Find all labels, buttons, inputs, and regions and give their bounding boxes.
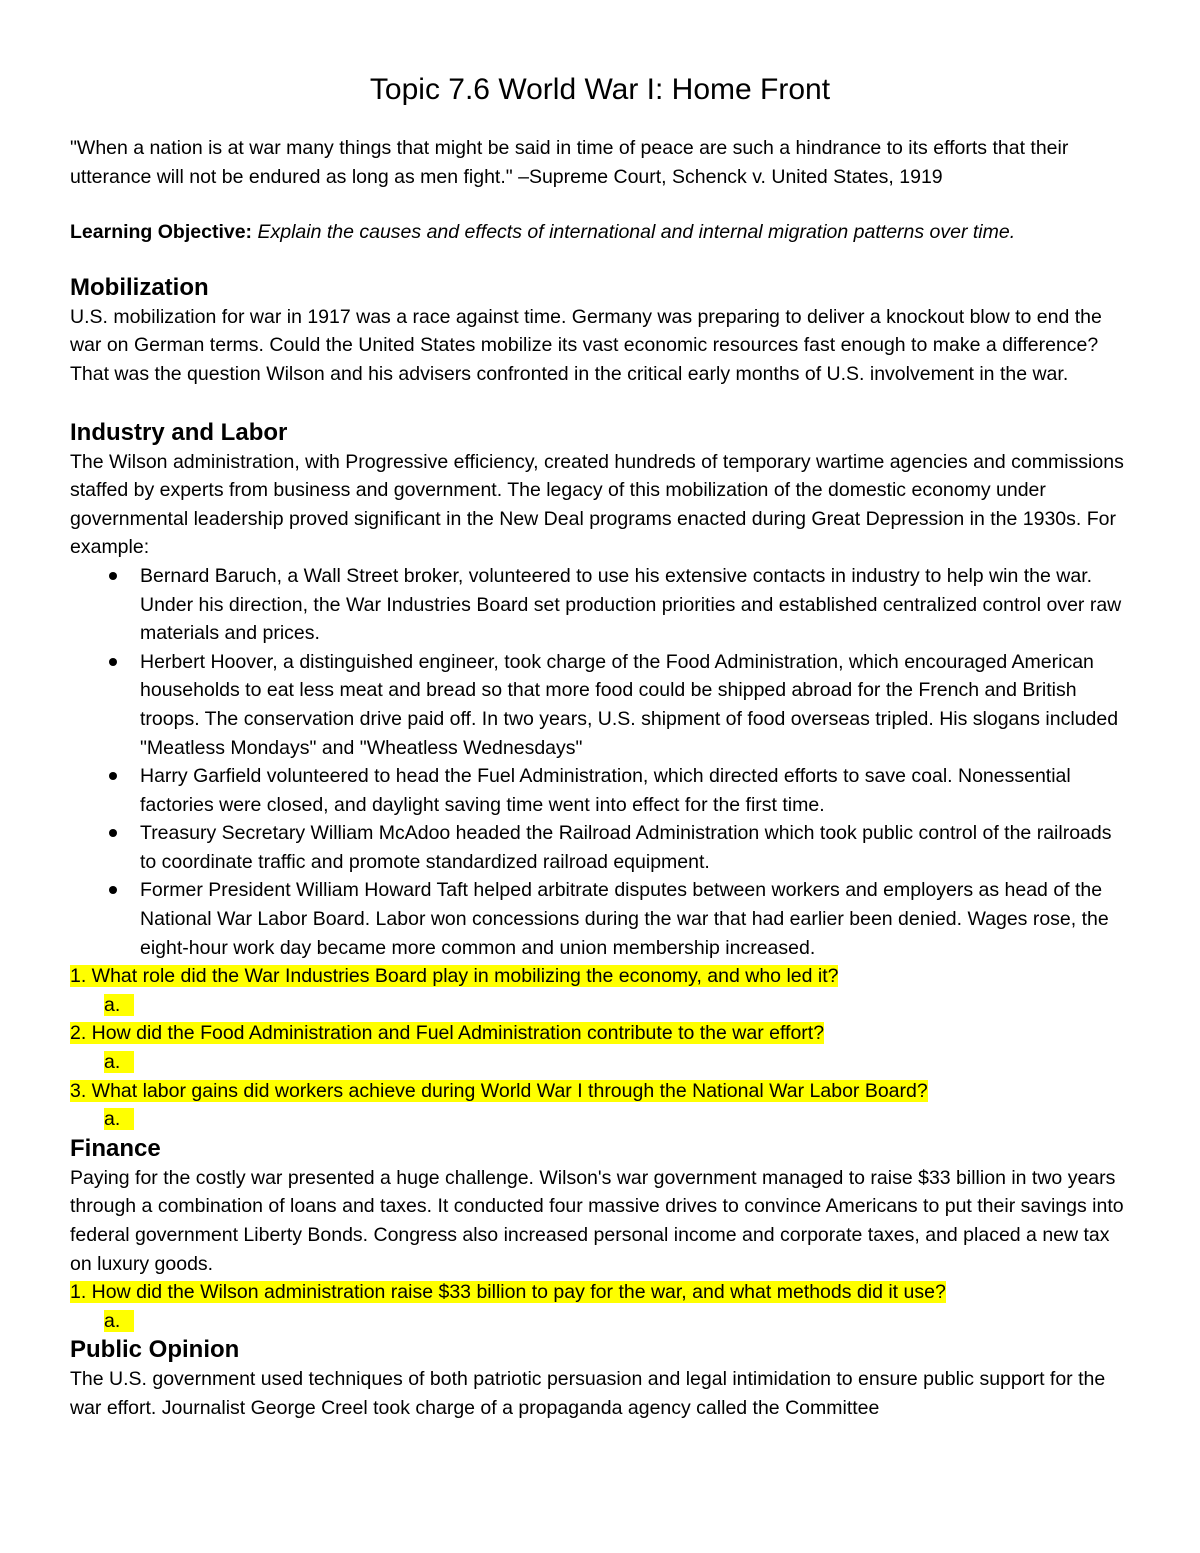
list-item xyxy=(70,876,1130,962)
answer-placeholder[interactable]: a. xyxy=(104,1051,134,1073)
learning-objective xyxy=(70,218,1130,247)
highlighted-question: 3. What labor gains did workers achieve during World War I through the National War Labor Board? xyxy=(70,1079,928,1102)
industry-question-3 xyxy=(70,1077,1130,1106)
objective-label: Learning Objective: xyxy=(70,221,253,244)
highlighted-question: 2. How did the Food Administration and Fuel Administration contribute to the war effort? xyxy=(70,1022,825,1045)
bullet-text: Harry Garfield volunteered to head the Fuel Administration, which directed efforts to save coal. Nonessential factories were closed, and daylight saving time went into effect for the first time. xyxy=(140,765,1071,816)
section-heading-finance: Finance xyxy=(70,1134,161,1162)
finance-question-1 xyxy=(70,1278,1130,1307)
public-opinion-body: The U.S. government used techniques of both patriotic persuasion and legal intimidation to ensure public support for the war effort. Journalist George Creel took charge of a propaganda agency called the Committee xyxy=(70,1368,1106,1419)
mobilization-body: U.S. mobilization for war in 1917 was a race against time. Germany was preparing to deliver a knockout blow to end the war on German terms. Could the United States mobilize its vast economic resources fast enough to make a difference? That was the question Wilson and his advisers confronted in the critical early months of U.S. involvement in the war. xyxy=(70,305,1102,385)
bullet-text: Treasury Secretary William McAdoo headed the Railroad Administration which took public control of the railroads to coordinate traffic and promote standardized railroad equipment. xyxy=(140,822,1112,873)
industry-question-2 xyxy=(70,1019,1130,1048)
industry-answer-2[interactable] xyxy=(70,1048,1130,1077)
list-item xyxy=(70,648,1130,762)
bullet-dot-icon xyxy=(109,829,117,837)
industry-body: The Wilson administration, with Progressive efficiency, created hundreds of temporary wartime agencies and commissions staffed by experts from business and government. The legacy of this mobilization of the domestic economy under governmental leadership proved significant in the New Deal programs enacted during Great Depression in the 1930s. For example: xyxy=(70,450,1124,559)
answer-placeholder[interactable]: a. xyxy=(104,994,134,1016)
answer-placeholder[interactable]: a. xyxy=(104,1108,134,1130)
industry-answer-1[interactable] xyxy=(70,991,1130,1020)
industry-question-1 xyxy=(70,962,1130,991)
opening-quote: "When a nation is at war many things that might be said in time of peace are such a hindrance to its efforts that their utterance will not be endured as long as men fight." –Supreme Court, Schenck v. United States, 1919 xyxy=(70,137,1069,188)
bullet-text: Former President William Howard Taft helped arbitrate disputes between workers and employers as head of the National War Labor Board. Labor won concessions during the war that had earlier been denied. Wages rose, the eight-hour work day became more common and union membership increased. xyxy=(140,879,1109,959)
bullet-dot-icon xyxy=(109,658,117,666)
section-heading-industry-labor: Industry and Labor xyxy=(70,418,288,446)
page-title: Topic 7.6 World War I: Home Front xyxy=(369,73,831,106)
section-heading-mobilization: Mobilization xyxy=(70,273,209,301)
finance-answer-1[interactable] xyxy=(70,1307,1130,1336)
answer-placeholder[interactable]: a. xyxy=(104,1310,134,1332)
highlighted-question: 1. What role did the War Industries Board play in mobilizing the economy, and who led it? xyxy=(70,965,839,988)
list-item xyxy=(70,819,1130,876)
bullet-text: Herbert Hoover, a distinguished engineer, took charge of the Food Administration, which encouraged American households to eat less meat and bread so that more food could be shipped abroad for the French and British troops. The conservation drive paid off. In two years, U.S. shipment of food overseas tripled. His slogans included "Meatless Mondays" and "Wheatless Wednesdays" xyxy=(140,650,1119,759)
industry-bullet-list xyxy=(70,562,1130,962)
list-item xyxy=(70,762,1130,819)
industry-answer-3[interactable] xyxy=(70,1105,1130,1134)
objective-text: Explain the causes and effects of international and internal migration patterns over time. xyxy=(257,221,1016,244)
section-heading-public-opinion: Public Opinion xyxy=(70,1336,240,1364)
finance-body: Paying for the costly war presented a huge challenge. Wilson's war government managed to raise $33 billion in two years through a combination of loans and taxes. It conducted four massive drives to convince Americans to put their savings into federal government Liberty Bonds. Congress also increased personal income and corporate taxes, and placed a new tax on luxury goods. xyxy=(70,1166,1124,1275)
highlighted-question: 1. How did the Wilson administration raise $33 billion to pay for the war, and what methods did it use? xyxy=(70,1281,946,1304)
bullet-dot-icon xyxy=(109,886,117,894)
bullet-dot-icon xyxy=(109,572,117,580)
bullet-text: Bernard Baruch, a Wall Street broker, volunteered to use his extensive contacts in industry to help win the war. Under his direction, the War Industries Board set production priorities and established centralized control over raw materials and prices. xyxy=(140,564,1122,645)
bullet-dot-icon xyxy=(109,772,117,780)
list-item xyxy=(70,562,1130,648)
